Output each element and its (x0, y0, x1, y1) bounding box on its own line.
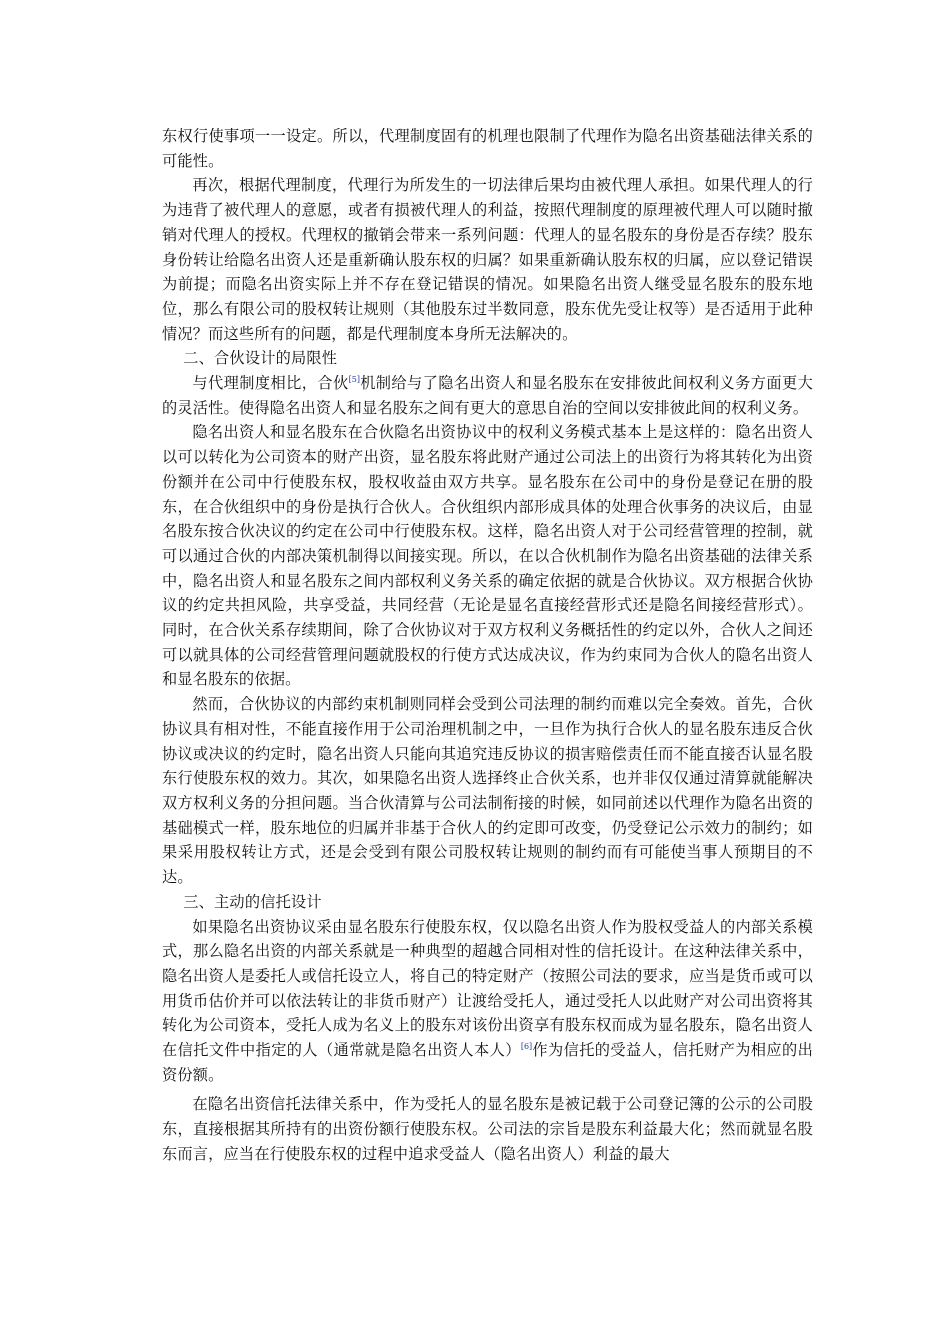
paragraph-text: 如果隐名出资协议采由显名股东行使股东权，仅以隐名出资人作为股权受益人的内部关系模式，那么隐名出资的内部关系就是一种典型的超越合同相对性的信托设计。在这种法律关系中，隐名出资人是委托人或信托设立人，将自己的特定财产（按照公司法的要求，应当是货币或可以用货币估价并可以依法转让的非货币财产）让渡给受托人，通过受托人以此财产对公司出资将其转化为公司资本，受托人成为名义上的股东对该份出资享有股东权而成为显名股东，隐名出资人在信托文件中指定的人（通常就是隐名出资人本人） (162, 917, 813, 1060)
paragraph-text: 作为信托的受益人，信托财产为相应的出资份额。 (162, 1041, 813, 1084)
paragraph-trust-design (162, 915, 813, 1088)
paragraph-partnership-model: 隐名出资人和显名股东在合伙隐名出资协议中的权利义务模式基本上是这样的：隐名出资人以可以转化为公司资本的财产出资，显名股东将此财产通过公司法上的出资行为将其转化为出资份额并在公司中行使股东权，股权收益由双方共享。显名股东在公司中的身份是登记在册的股东，在合伙组织中的身份是执行合伙人。合伙组织内部形成具体的处理合伙事务的决议后，由显名股东按合伙决议的约定在公司中行使股东权。这样，隐名出资人对于公司经营管理的控制，就可以通过合伙的内部决策机制得以间接实现。所以，在以合伙机制作为隐名出资基础的法律关系中，隐名出资人和显名股东之间内部权利义务关系的确定依据的就是合伙协议。双方根据合伙协议的约定共担风险，共享受益，共同经营（无论是显名直接经营形式还是隐名间接经营形式）。同时，在合伙关系存续期间，除了合伙协议对于双方权利义务概括性的约定以外，合伙人之间还可以就具体的公司经营管理问题就股权的行使方式达成决议，作为约束同为合伙人的隐名出资人和显名股东的依据。 (162, 423, 813, 689)
paragraph-trust-relation: 在隐名出资信托法律关系中，作为受托人的显名股东是被记载于公司登记簿的公示的公司股东，直接根据其所持有的出资份额行使股东权。公司法的宗旨是股东利益最大化；然而就显名股东而言，应当在行使股东权的过程中追求受益人（隐名出资人）利益的最大 (162, 1095, 813, 1163)
paragraph-agency-revocation: 再次，根据代理制度，代理行为所发生的一切法律后果均由被代理人承担。如果代理人的行为违背了被代理人的意愿，或者有损被代理人的利益，按照代理制度的原理被代理人可以随时撤销对代理人的授权。代理权的撤销会带来一系列问题：代理人的显名股东的身份是否存续？股东身份转让给隐名出资人还是重新确认股东权的归属？如果重新确认股东权的归属，应以登记错误为前提；而隐名出资实际上并不存在登记错误的情况。如果隐名出资人继受显名股东的股东地位，那么有限公司的股权转让规则（其他股东过半数同意，股东优先受让权等）是否适用于此种情况？而这些所有的问题，都是代理制度本身所无法解决的。 (162, 176, 813, 343)
paragraph-partnership-intro (162, 371, 813, 420)
document-body (162, 124, 813, 1167)
section-heading-trust: 三、主动的信托设计 (183, 892, 322, 911)
paragraph-partnership-limits: 然而，合伙协议的内部约束机制则同样会受到公司法理的制约而难以完全奏效。首先，合伙协议具有相对性，不能直接作用于公司治理机制之中，一旦作为执行合伙人的显名股东违反合伙协议或决议的约定时，隐名出资人只能向其追究违反协议的损害赔偿责任而不能直接否认显名股东行使股东权的效力。其次，如果隐名出资人选择终止合伙关系，也并非仅仅通过清算就能解决双方权利义务的分担问题。当合伙清算与公司法制衔接的时候，如同前述以代理作为隐名出资的基础模式一样，股东地位的归属并非基于合伙人的约定即可改变，仍受登记公示效力的制约；如果采用股权转让方式，还是会受到有限公司股权转让规则的制约而有可能使当事人预期目的不达。 (162, 695, 813, 887)
paragraph-text: 机制给与了隐名出资人和显名股东在安排彼此间权利义务方面更大的灵活性。使得隐名出资人和显名股东之间有更大的意思自治的空间以安排彼此间的权利义务。 (162, 374, 813, 417)
paragraph-text: 与代理制度相比，合伙 (192, 374, 349, 393)
footnote-ref-6[interactable]: [6] (520, 1042, 533, 1052)
section-heading-partnership: 二、合伙设计的局限性 (183, 349, 338, 368)
paragraph-continuation: 东权行使事项一一设定。所以，代理制度固有的机理也限制了代理作为隐名出资基础法律关系的可能性。 (162, 127, 813, 170)
footnote-ref-5[interactable]: [5] (348, 375, 360, 385)
